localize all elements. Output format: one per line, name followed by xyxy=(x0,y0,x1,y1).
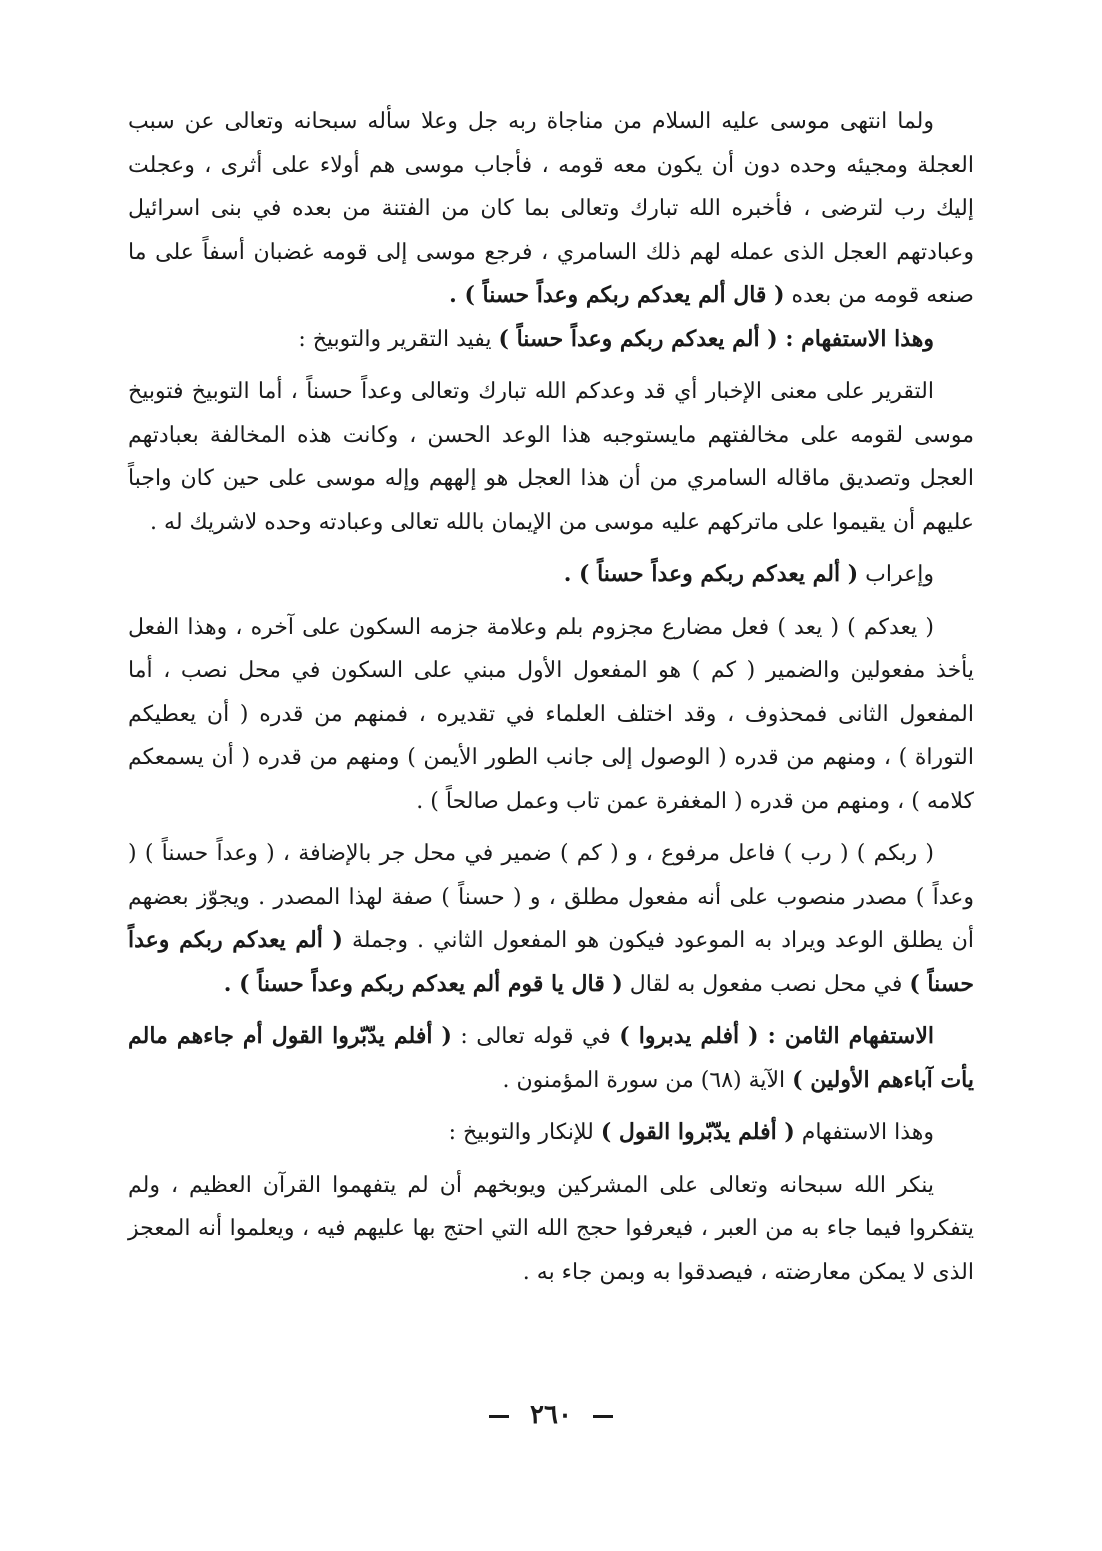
paragraph xyxy=(128,1164,974,1295)
paragraph-text: ولما انتهى موسى عليه السلام من مناجاة ربه جل وعلا سأله سبحانه وتعالى عن سبب العجلة ومجيئه وحده دون أن يكون معه قومه ، فأجاب موسى هم أولاء على أثرى ، وعجلت إليك رب لترضى ، فأخبره الله تبارك وتعالى بما كان من الفتنة من بعده في بنى اسرائيل وعبادتهم العجل الذى عمله لهم ذلك السامري ، فرجع موسى إلى قومه غضبان أسفاً على ما صنعه قومه من بعده xyxy=(128,109,974,308)
paragraph xyxy=(128,1015,974,1102)
page-footer xyxy=(0,1400,1102,1430)
paragraph xyxy=(128,832,974,1006)
quran-quote: ( ألم يعدكم ربكم وعداً حسناً ) . xyxy=(563,561,859,587)
paragraph-text: في محل نصب مفعول به لقال xyxy=(622,971,910,997)
paragraph-text: في قوله تعالى : xyxy=(451,1024,620,1049)
paragraph xyxy=(128,318,974,362)
paragraph-text: الآية (٦٨) من سورة المؤمنون . xyxy=(502,1067,793,1093)
paragraph-gap xyxy=(128,1102,974,1111)
paragraph-gap xyxy=(128,1006,974,1015)
paragraph-gap xyxy=(128,361,974,370)
paragraph-gap xyxy=(128,597,974,606)
paragraph-text: يفيد التقرير والتوبيخ : xyxy=(298,326,499,352)
quran-quote: ( أفلم يدّبّروا القول ) xyxy=(600,1119,795,1145)
page-number: ٢٦٠ xyxy=(530,1400,572,1430)
paragraph-text: التقرير على معنى الإخبار أي قد وعدكم الله تبارك وتعالى وعداً حسناً ، أما التوبيخ فتوبيخ موسى لقومه على مخالفتهم مايستوجبه هذا الوعد الحسن ، وكانت هذه المخالفة بعبادتهم العجل وتصديق ماقاله السامري من أن هذا العجل هو إلههم وإله موسى على حين كان واجباً عليهم أن يقيموا على ماتركهم عليه موسى من الإيمان بالله تعالى وعبادته وحده لاشريك له . xyxy=(128,379,974,535)
paragraph-text: وإعراب xyxy=(858,562,934,587)
paragraph-text: للإنكار والتوبيخ : xyxy=(448,1120,601,1145)
quran-quote: ( ألم يعدكم ربكم وعداً حسناً ) xyxy=(128,927,974,997)
paragraph xyxy=(128,100,974,318)
paragraph-gap xyxy=(128,1155,974,1164)
body-text xyxy=(128,100,974,1294)
paragraph xyxy=(128,1111,974,1155)
quran-quote: ( أفلم يدّبّروا القول أم جاءهم مالم يأت آباءهم الأولين ) xyxy=(128,1023,974,1093)
paragraph-text: ( ربكم ) ( رب ) فاعل مرفوع ، و ( كم ) ضمير في محل جر بالإضافة ، ( وعداً حسناً ) ( وعداً ) مصدر منصوب على أنه مفعول مطلق ، و ( حسناً ) صفة لهذا المصدر . ويجوّز بعضهم أن يطلق الوعد ويراد به الموعود فيكون هو المفعول الثاني . وجملة xyxy=(128,841,974,953)
footer-dash-left xyxy=(489,1415,509,1418)
paragraph-gap xyxy=(128,544,974,553)
footer-dash-right xyxy=(593,1415,613,1418)
paragraph xyxy=(128,553,974,597)
paragraph xyxy=(128,370,974,544)
paragraph-text: ( يعدكم ) ( يعد ) فعل مضارع مجزوم بلم وعلامة جزمه السكون على آخره ، وهذا الفعل يأخذ مفعولين والضمير ( كم ) هو المفعول الأول مبني على السكون في محل نصب ، أما المفعول الثانى فمحذوف ، وقد اختلف العلماء في تقديره ، فمنهم من قدره ( أن يعطيكم التوراة ) ، ومنهم من قدره ( الوصول إلى جانب الطور الأيمن ) ومنهم من قدره ( أن يسمعكم كلامه ) ، ومنهم من قدره ( المغفرة عمن تاب وعمل صالحاً ) . xyxy=(128,614,974,814)
quran-quote: ( قال يا قوم ألم يعدكم ربكم وعداً حسناً ) . xyxy=(223,970,623,997)
quran-quote: ( قال ألم يعدكم ربكم وعداً حسناً ) . xyxy=(449,282,785,308)
quran-quote: وهذا الاستفهام : ( ألم يعدكم ربكم وعداً حسناً ) xyxy=(498,325,934,352)
paragraph-text: وهذا الاستفهام xyxy=(794,1120,934,1145)
paragraph xyxy=(128,606,974,824)
paragraph-text: ينكر الله سبحانه وتعالى على المشركين ويوبخهم أن لم يتفهموا القرآن العظيم ، ولم يتفكروا فيما جاء به من العبر ، فيعرفوا حجج الله التي احتج بها عليهم فيه ، ويعلموا أنه المعجز الذى لا يمكن معارضته ، فيصدقوا به وبمن جاء به . xyxy=(128,1172,974,1285)
quran-quote: الاستفهام الثامن : ( أفلم يدبروا ) xyxy=(619,1023,935,1049)
paragraph-gap xyxy=(128,823,974,832)
